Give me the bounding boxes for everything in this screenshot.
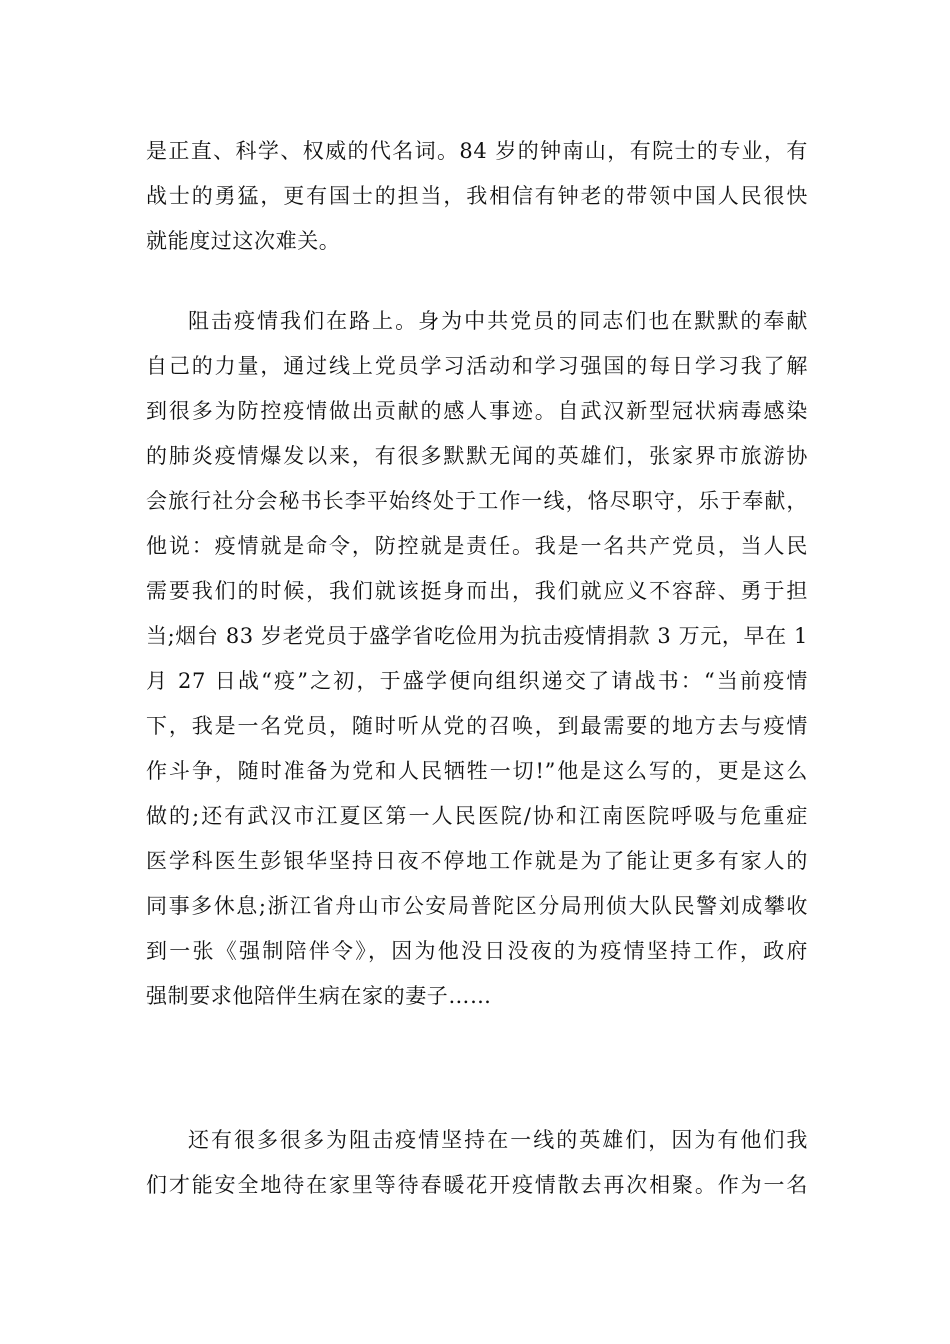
text-line: 阻击疫情我们在路上。身为中共党员的同志们也在默默的奉献 xyxy=(188,309,808,333)
text-line: 还有很多很多为阻击疫情坚持在一线的英雄们，因为有他们我 xyxy=(188,1128,808,1152)
text-line: 做的;还有武汉市江夏区第一人民医院/协和江南医院呼吸与危重症 xyxy=(146,804,808,828)
paragraph-heroes xyxy=(146,1118,808,1208)
text-line: 当;烟台 83 岁老党员于盛学省吃俭用为抗击疫情捐款 3 万元，早在 1 xyxy=(146,624,808,648)
text-line: 是正直、科学、权威的代名词。84 岁的钟南山，有院士的专业，有 xyxy=(146,139,808,163)
paragraph-zhong-nanshan xyxy=(146,129,808,264)
text-line: 自己的力量，通过线上党员学习活动和学习强国的每日学习我了解 xyxy=(146,354,808,378)
text-line: 他说：疫情就是命令，防控就是责任。我是一名共产党员，当人民 xyxy=(146,534,808,558)
text-line: 作斗争，随时准备为党和人民牺牲一切!”他是这么写的，更是这么 xyxy=(146,759,808,783)
text-line: 到一张《强制陪伴令》，因为他没日没夜的为疫情坚持工作，政府 xyxy=(146,939,808,963)
text-line: 会旅行社分会秘书长李平始终处于工作一线，恪尽职守，乐于奉献， xyxy=(146,489,808,513)
text-line: 到很多为防控疫情做出贡献的感人事迹。自武汉新型冠状病毒感染 xyxy=(146,399,808,423)
text-line: 下，我是一名党员，随时听从党的召唤，到最需要的地方去与疫情 xyxy=(146,714,808,738)
text-line: 战士的勇猛，更有国士的担当，我相信有钟老的带领中国人民很快 xyxy=(146,184,808,208)
text-line: 的肺炎疫情爆发以来，有很多默默无闻的英雄们，张家界市旅游协 xyxy=(146,444,808,468)
paragraph-party-members xyxy=(146,299,808,1019)
text-line: 医学科医生彭银华坚持日夜不停地工作就是为了能让更多有家人的 xyxy=(146,849,808,873)
text-line: 们才能安全地待在家里等待春暖花开疫情散去再次相聚。作为一名 xyxy=(146,1173,808,1197)
text-line: 需要我们的时候，我们就该挺身而出，我们就应义不容辞、勇于担 xyxy=(146,579,808,603)
text-line: 同事多休息;浙江省舟山市公安局普陀区分局刑侦大队民警刘成攀收 xyxy=(146,894,808,918)
text-line: 月 27 日战“疫”之初，于盛学便向组织递交了请战书：“当前疫情 xyxy=(146,669,808,693)
text-line: 就能度过这次难关。 xyxy=(146,229,341,253)
text-line: 强制要求他陪伴生病在家的妻子…… xyxy=(146,984,492,1008)
